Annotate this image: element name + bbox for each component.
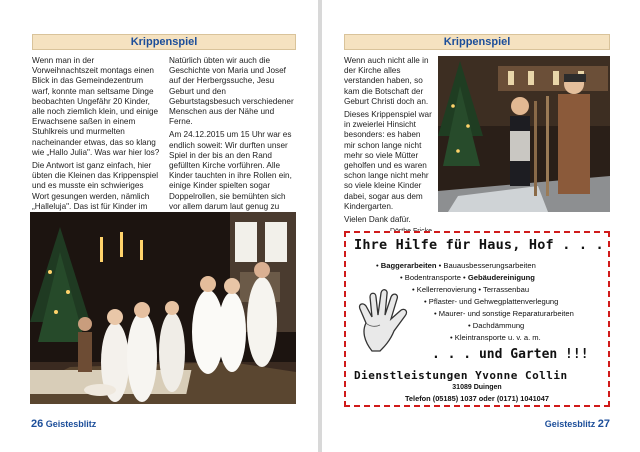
- left-column-1: [32, 56, 162, 235]
- service-text: Kellerrenovierung • Terrassenbau: [416, 285, 530, 294]
- magazine-name: Geistesblitz: [45, 419, 97, 429]
- ad-company: Dienstleistungen Yvonne Collin: [354, 369, 568, 382]
- service-line: • Bodentransporte • Gebäudereinigung: [400, 273, 535, 282]
- service-line: • Pflaster- und Gehwegplattenverlegung: [424, 297, 559, 306]
- ad-town: 31089 Duingen: [452, 384, 502, 391]
- service-text: Maurer- und sonstige Reparaturarbeiten: [438, 309, 574, 318]
- paragraph: Dieses Krippenspiel war in zweierlei Hinsicht besonders: es haben mir schon lange nicht mehr so viele Mütter geholfen und es waren schon lange nicht mehr so viele kleine Kinder dabei, sogar aus dem Kindergarten.: [344, 110, 432, 211]
- page-number: 27: [597, 418, 610, 430]
- service-text: Pflaster- und Gehwegplattenverlegung: [428, 297, 559, 306]
- magazine-name: Geistesblitz: [544, 419, 596, 429]
- right-page-header: Krippenspiel: [344, 34, 610, 50]
- service-line: • Dachdämmung: [468, 321, 525, 330]
- ad-phone: Telefon (05185) 1037 oder (0171) 1041047: [404, 394, 550, 403]
- right-column: [344, 56, 432, 237]
- left-page: [0, 0, 318, 452]
- service-text: Kleintransporte u. v. a. m.: [454, 333, 541, 342]
- service-text: Bodentransporte •: [404, 273, 468, 282]
- advertisement: [344, 231, 610, 407]
- service-text: Dachdämmung: [472, 321, 525, 330]
- service-line: • Maurer- und sonstige Reparaturarbeiten: [434, 309, 574, 318]
- ad-title: Ihre Hilfe für Haus, Hof . . .: [354, 237, 604, 253]
- service-bold: Gebäudereinigung: [467, 273, 535, 282]
- nativity-photo-mary-joseph: [438, 56, 610, 212]
- paragraph: Vielen Dank dafür.: [344, 215, 411, 225]
- paragraph: Die Antwort ist ganz einfach, hier übten die Kleinen das Krippenspiel und es musste ein schwieriges Wort gesungen werden, nämlich „Halleluja". Das ist für Kinder im: [32, 161, 159, 211]
- ad-tagline: . . . und Garten !!!: [432, 347, 589, 362]
- service-line: • Kleintransporte u. v. a. m.: [450, 333, 541, 342]
- service-bold: Baggerarbeiten: [380, 261, 437, 270]
- service-line: • Kellerrenovierung • Terrassenbau: [412, 285, 530, 294]
- paragraph: Am 24.12.2015 um 15 Uhr war es endlich soweit: Wir durften unser Spiel in der bis an den Rand gefüllten Kirche vorführen. Alle Kinder tauchten in ihre Rollen ein, einige Kinder spielten sogar Doppelrollen, sie bemühten sich vor allem darum laut genug zu: [169, 130, 292, 211]
- hand-drawing-icon: [354, 289, 414, 355]
- left-page-header: Krippenspiel: [32, 34, 296, 50]
- page-number: 26: [31, 418, 44, 430]
- paragraph: Wenn man in der Vorweihnachtszeit montags einen Blick in das Gemeindezentrum warf, konnte man seltsame Dinge beobachten Ungefähr 20 Kinder, alle noch ziemlich klein, und einige Erwachsene saßen in einem Stuhlkreis und murmelten nacheinander etwas, das so klang wie „Hallo Julia". Was war hier los?: [32, 56, 160, 157]
- paragraph: Natürlich übten wir auch die Geschichte von Maria und Josef auf der Herbergssuche, Jesu Geburt und den Geburtstagsbesuch verschiedener Menschen aus der Nähe und Ferne.: [169, 56, 294, 127]
- right-footer: [545, 418, 610, 430]
- left-footer: [31, 418, 96, 430]
- service-line: • Baggerarbeiten • Bauausbesserungsarbeiten: [376, 261, 536, 270]
- service-text: • Bauausbesserungsarbeiten: [436, 261, 536, 270]
- left-column-2: [169, 56, 298, 235]
- paragraph: Wenn auch nicht alle in der Kirche alles verstanden haben, so kam die Botschaft der Geburt Christi doch an.: [344, 56, 429, 106]
- nativity-photo-children: [30, 212, 296, 404]
